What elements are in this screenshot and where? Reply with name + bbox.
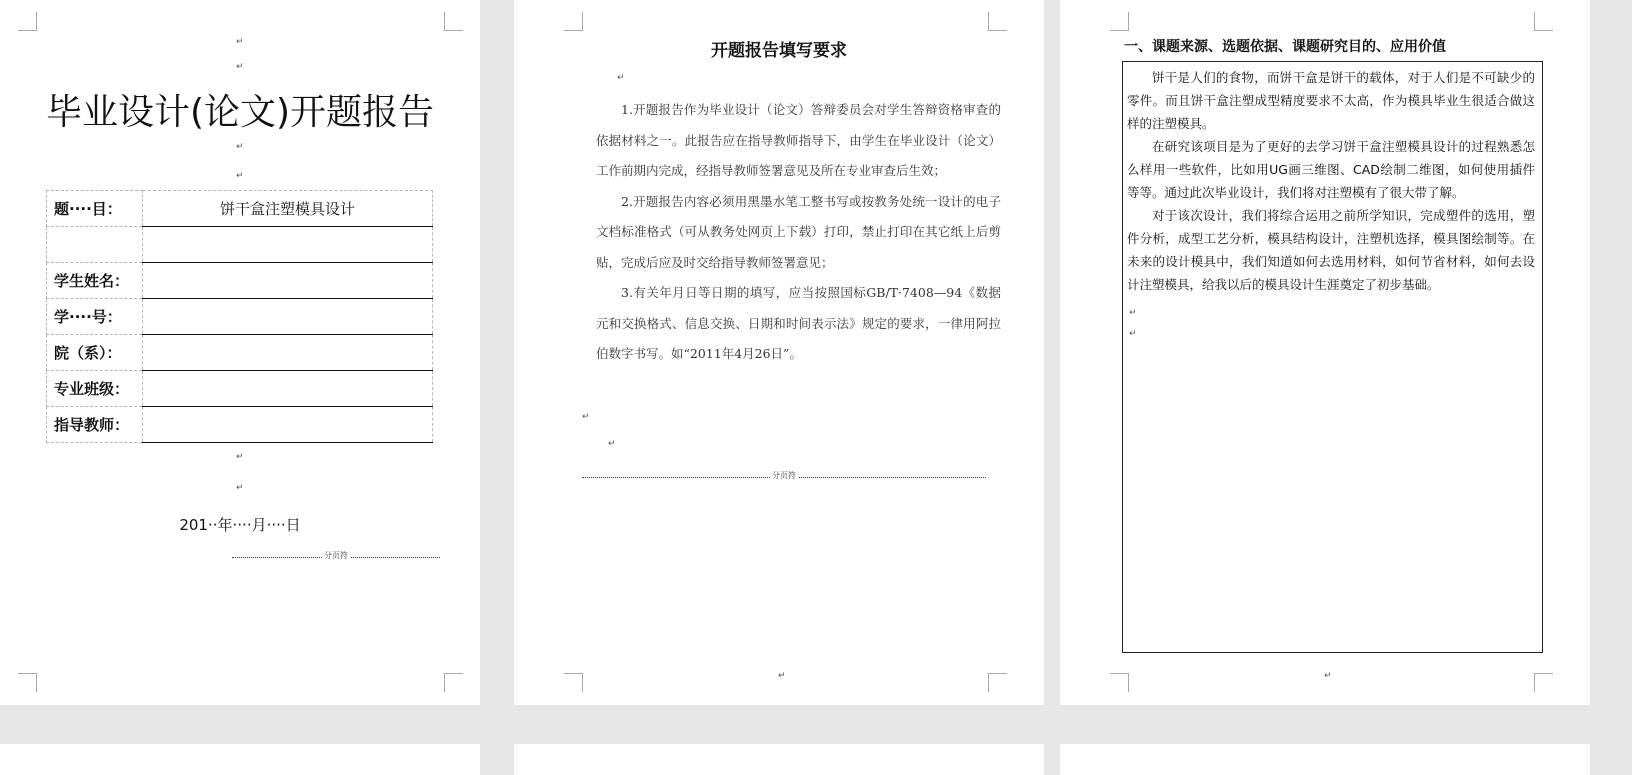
paragraph-mark: ↵ (236, 37, 244, 47)
student-id-label: 学····号： (47, 299, 143, 335)
major-class-label: 专业班级： (47, 371, 143, 407)
advisor-label: 指导教师： (47, 407, 143, 443)
table-row (47, 263, 433, 299)
table-row (47, 299, 433, 335)
requirement-paragraph: 2.开题报告内容必须用黑墨水笔工整书写或按教务处统一设计的电子文档标准格式（可从教务处网页上下载）打印，禁止打印在其它纸上后剪贴，完成后应及时交给指导教师签署意见； (596, 193, 1001, 270)
document-page-1[interactable] (0, 0, 480, 705)
paragraph-mark: ↵ (608, 439, 616, 449)
document-page-5[interactable] (514, 744, 1044, 775)
major-class-value[interactable] (143, 371, 433, 407)
table-row (47, 407, 433, 443)
student-name-value[interactable] (143, 263, 433, 299)
student-name-label: 学生姓名： (47, 263, 143, 299)
cover-title: 毕业设计(论文)开题报告 (45, 92, 435, 133)
empty-label (47, 227, 143, 263)
topic-label: 题····目： (47, 191, 143, 227)
requirement-paragraph: 3.有关年月日等日期的填写，应当按照国标GB/T·7408—94《数据元和交换格式、信息交换、日期和时间表示法》规定的要求，一律用阿拉伯数字书写。如“2011年4月26日”。 (596, 285, 1001, 361)
requirement-paragraph: 1.开题报告作为毕业设计（论文）答辩委员会对学生答辩资格审查的依据材料之一。此报告应在指导教师指导下，由学生在毕业设计（论文）工作前期内完成，经指导教师签署意见及所在专业审查后生效； (596, 102, 1001, 178)
document-page-2[interactable] (514, 0, 1044, 705)
paragraph-mark: ↵ (1129, 308, 1137, 318)
table-row (47, 371, 433, 407)
department-value[interactable] (143, 335, 433, 371)
page-break (582, 471, 986, 486)
empty-value[interactable] (143, 227, 433, 263)
table-row (47, 227, 433, 263)
margin-corner-top-left (564, 12, 583, 31)
margin-corner-top-left (1110, 12, 1129, 31)
page-break-label: 分页符 (324, 551, 348, 560)
margin-corner-bottom-right (988, 673, 1007, 692)
paragraph-mark: ↵ (1129, 329, 1137, 339)
margin-corner-bottom-left (1110, 673, 1129, 692)
department-label: 院（系）： (47, 335, 143, 371)
margin-corner-top-right (444, 12, 463, 31)
page-break-label: 分页符 (772, 471, 796, 480)
page-break (232, 551, 440, 566)
margin-corner-top-right (1534, 12, 1553, 31)
content-paragraph: 对于该次设计，我们将综合运用之前所学知识，完成塑件的选用，塑件分析，成型工艺分析，模具结构设计，注塑机选择，模具图绘制等。在未来的设计模具中，我们知道如何去选用材料，如何节省材料，如何去设计注塑模具，给我以后的模具设计生涯奠定了初步基础。 (1127, 208, 1535, 292)
section-content (1127, 66, 1535, 296)
paragraph-mark: ↵ (236, 171, 244, 181)
requirements-body (596, 95, 1001, 370)
paragraph-mark: ↵ (236, 452, 244, 462)
student-id-value[interactable] (143, 299, 433, 335)
margin-corner-top-right (988, 12, 1007, 31)
paragraph-mark: ↵ (236, 62, 244, 72)
content-paragraph: 在研究该项目是为了更好的去学习饼干盒注塑模具设计的过程熟悉怎么样用一些软件，比如用UG画三维图、CAD绘制二维图，如何使用插件等等。通过此次毕业设计，我们将对注塑模有了很大带了解。 (1127, 139, 1535, 200)
date-line: 201··年····月····日 (179, 516, 301, 534)
student-info-table (46, 190, 433, 443)
paragraph-mark: ↵ (1324, 671, 1332, 681)
paragraph-mark: ↵ (582, 412, 590, 422)
advisor-value[interactable] (143, 407, 433, 443)
requirements-title: 开题报告填写要求 (711, 41, 847, 61)
paragraph-mark: ↵ (617, 73, 625, 83)
margin-corner-top-left (18, 12, 37, 31)
section-title: 一、课题来源、选题依据、课题研究目的、应用价值 (1124, 39, 1446, 55)
paragraph-mark: ↵ (778, 671, 786, 681)
document-page-4[interactable] (0, 744, 480, 775)
paragraph-mark: ↵ (236, 142, 244, 152)
margin-corner-bottom-left (18, 673, 37, 692)
document-page-6[interactable] (1060, 744, 1590, 775)
margin-corner-bottom-left (564, 673, 583, 692)
topic-value[interactable]: 饼干盒注塑模具设计 (143, 191, 433, 227)
section-content-box[interactable] (1122, 61, 1543, 653)
margin-corner-bottom-right (1534, 673, 1553, 692)
paragraph-mark: ↵ (236, 483, 244, 493)
table-row (47, 335, 433, 371)
table-row (47, 191, 433, 227)
document-page-3[interactable] (1060, 0, 1590, 705)
content-paragraph: 饼干是人们的食物，而饼干盒是饼干的载体，对于人们是不可缺少的零件。而且饼干盒注塑成型精度要求不太高，作为模具毕业生很适合做这样的注塑模具。 (1127, 70, 1535, 131)
margin-corner-bottom-right (444, 673, 463, 692)
